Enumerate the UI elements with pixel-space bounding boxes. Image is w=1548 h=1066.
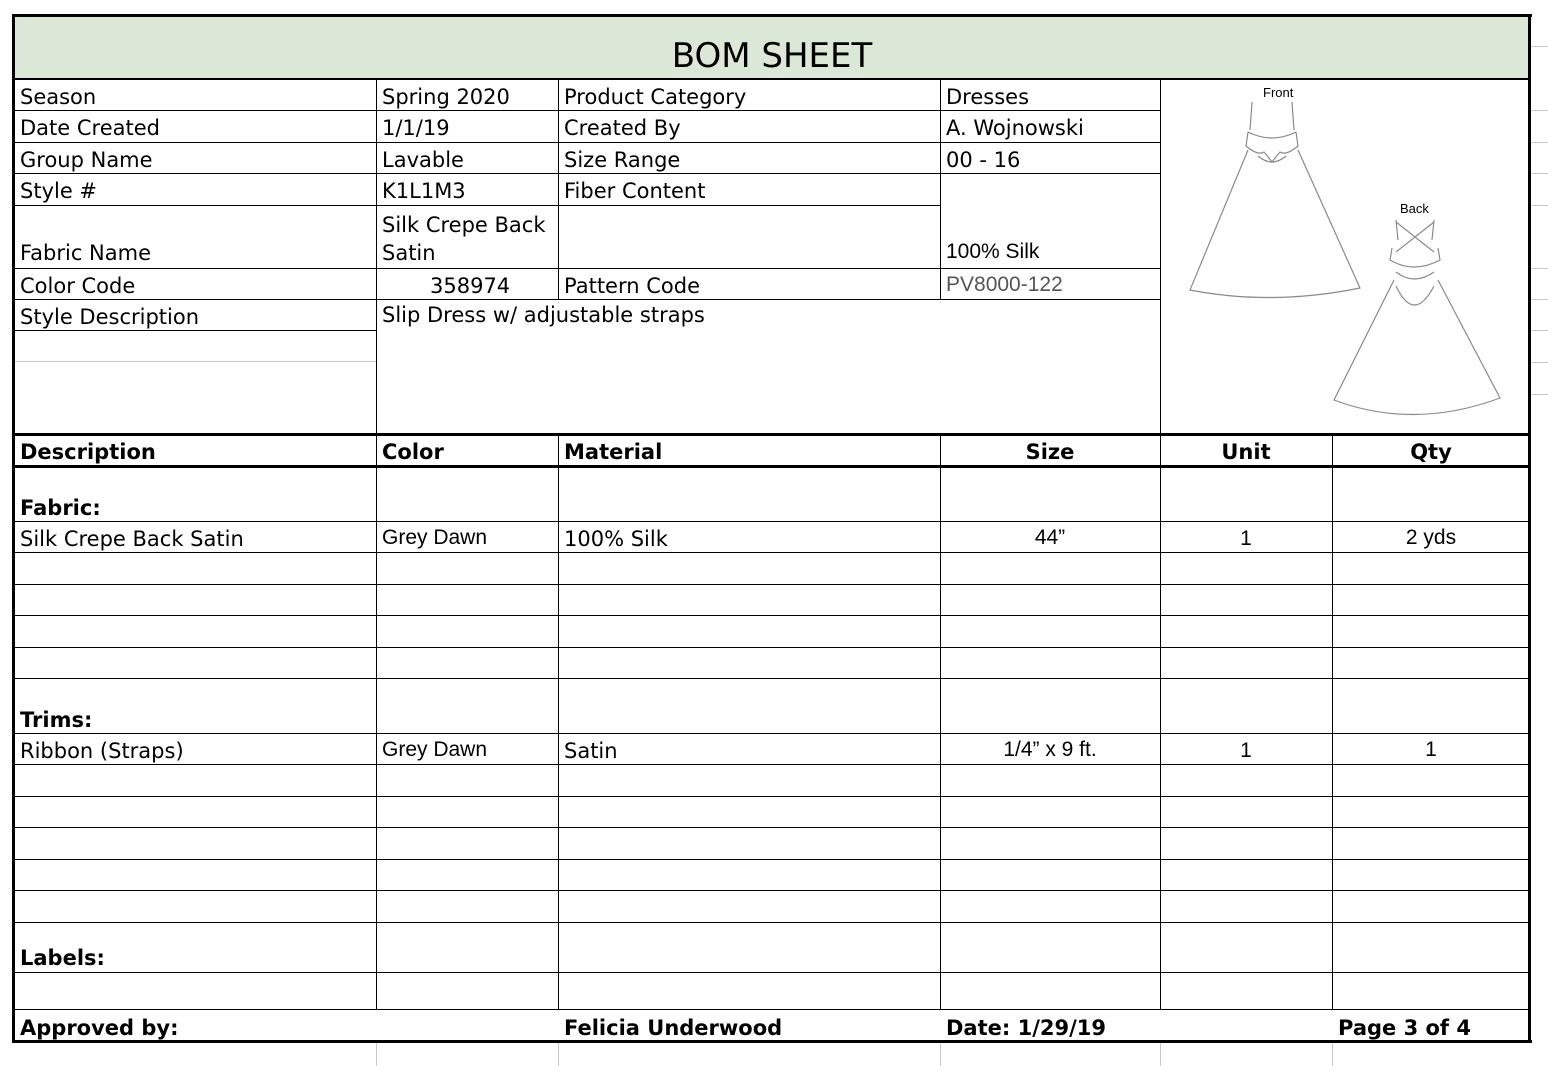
gridline — [1530, 394, 1548, 395]
fiber-content-value: 100% Silk — [946, 240, 1040, 263]
row-rule — [14, 972, 1530, 973]
table-col-rule — [940, 436, 941, 1010]
group-name-value: Lavable — [382, 148, 464, 172]
labels-section-heading: Labels: — [20, 946, 105, 970]
back-dress-icon — [1334, 220, 1500, 415]
size-range-label: Size Range — [564, 148, 681, 172]
info-rule — [14, 173, 1160, 174]
approval-date: Date: 1/29/19 — [946, 1016, 1106, 1040]
product-category-label: Product Category — [564, 85, 747, 109]
fabric-row-description: Silk Crepe Back Satin — [20, 527, 244, 551]
info-col-rule — [940, 80, 941, 300]
info-rule — [14, 330, 376, 331]
row-rule — [14, 827, 1530, 828]
trims-row-qty: 1 — [1425, 738, 1437, 761]
group-name-label: Group Name — [20, 148, 153, 172]
row-rule — [14, 584, 1530, 585]
info-col-rule — [1160, 80, 1161, 436]
trims-row-size: 1/4” x 9 ft. — [1003, 738, 1097, 761]
gridline — [14, 361, 376, 362]
gridline — [1160, 1043, 1161, 1066]
gridline — [1530, 110, 1548, 111]
style-number-label: Style # — [20, 179, 98, 203]
info-rule — [14, 110, 1160, 111]
header-qty: Qty — [1410, 440, 1452, 464]
pattern-code-value: PV8000-122 — [946, 273, 1063, 296]
fabric-section-heading: Fabric: — [20, 496, 101, 520]
row-rule — [14, 764, 1530, 765]
gridline — [1530, 46, 1548, 47]
trims-section-heading: Trims: — [20, 708, 93, 732]
sheet-border-left — [12, 14, 15, 1043]
style-description-label: Style Description — [20, 305, 200, 329]
row-rule — [14, 615, 1530, 616]
trims-row-description: Ribbon (Straps) — [20, 739, 184, 763]
gridline — [1530, 205, 1548, 206]
fabric-row-qty: 2 yds — [1405, 526, 1457, 549]
table-col-rule — [1332, 436, 1333, 1010]
pattern-code-label: Pattern Code — [564, 274, 700, 298]
table-col-rule — [376, 436, 377, 1010]
gridline — [376, 1043, 377, 1066]
gridline — [558, 1043, 559, 1066]
fabric-row-unit: 1 — [1240, 527, 1252, 550]
gridline — [1530, 268, 1548, 269]
fabric-row-color: Grey Dawn — [382, 526, 488, 549]
back-sketch-label: Back — [1400, 201, 1429, 216]
size-range-value: 00 - 16 — [946, 148, 1021, 172]
row-rule — [14, 647, 1530, 648]
gridline — [1530, 299, 1548, 300]
header-size: Size — [1025, 440, 1075, 464]
color-code-label: Color Code — [20, 274, 136, 298]
fabric-name-label: Fabric Name — [20, 241, 151, 265]
trims-row-unit: 1 — [1240, 739, 1252, 762]
header-color: Color — [382, 440, 444, 464]
row-rule — [14, 796, 1530, 797]
info-rule — [14, 142, 1160, 143]
row-rule — [14, 1009, 1530, 1010]
gridline — [1530, 362, 1548, 363]
date-created-value: 1/1/19 — [382, 116, 450, 140]
style-number-value: K1L1M3 — [382, 179, 466, 203]
info-rule — [14, 268, 1160, 269]
header-bottom-rule — [14, 465, 1530, 468]
row-rule — [14, 552, 1530, 553]
created-by-value: A. Wojnowski — [946, 116, 1084, 140]
approved-by-label: Approved by: — [20, 1016, 179, 1040]
gridline — [1530, 142, 1548, 143]
row-rule — [14, 733, 1530, 734]
page-title: BOM SHEET — [671, 36, 873, 76]
fiber-content-label: Fiber Content — [564, 179, 706, 203]
row-rule — [14, 922, 1530, 923]
sheet-border-top — [12, 14, 1532, 17]
gridline — [1530, 330, 1548, 331]
info-rule — [14, 299, 1160, 300]
info-col-rule — [558, 80, 559, 300]
date-created-label: Date Created — [20, 116, 160, 140]
gridline — [1530, 173, 1548, 174]
header-material: Material — [564, 440, 663, 464]
gridline — [1332, 1043, 1333, 1066]
row-rule — [14, 859, 1530, 860]
trims-row-material: Satin — [564, 739, 618, 763]
fabric-row-material: 100% Silk — [564, 527, 668, 551]
trims-row-color: Grey Dawn — [382, 738, 488, 761]
table-col-rule — [1160, 436, 1161, 1010]
info-col-rule — [376, 80, 377, 436]
product-category-value: Dresses — [946, 85, 1030, 109]
row-rule — [14, 678, 1530, 679]
row-rule — [14, 521, 1530, 522]
header-unit: Unit — [1221, 440, 1271, 464]
table-top-rule — [14, 433, 1530, 436]
info-rule — [14, 205, 940, 206]
table-col-rule — [558, 436, 559, 1010]
front-sketch-label: Front — [1263, 85, 1294, 100]
fabric-name-value-line1: Silk Crepe Back — [382, 213, 546, 237]
header-description: Description — [20, 440, 156, 464]
fabric-row-size: 44” — [1034, 526, 1066, 549]
front-dress-icon — [1190, 102, 1360, 298]
page-number: Page 3 of 4 — [1338, 1016, 1471, 1040]
dress-sketch — [1162, 80, 1528, 436]
style-description-value: Slip Dress w/ adjustable straps — [382, 303, 705, 327]
color-code-value: 358974 — [430, 274, 511, 298]
fabric-name-value-line2: Satin — [382, 241, 436, 265]
gridline — [940, 1043, 941, 1066]
approver-name: Felicia Underwood — [564, 1016, 783, 1040]
row-rule — [14, 890, 1530, 891]
created-by-label: Created By — [564, 116, 681, 140]
season-label: Season — [20, 85, 97, 109]
season-value: Spring 2020 — [382, 85, 510, 109]
